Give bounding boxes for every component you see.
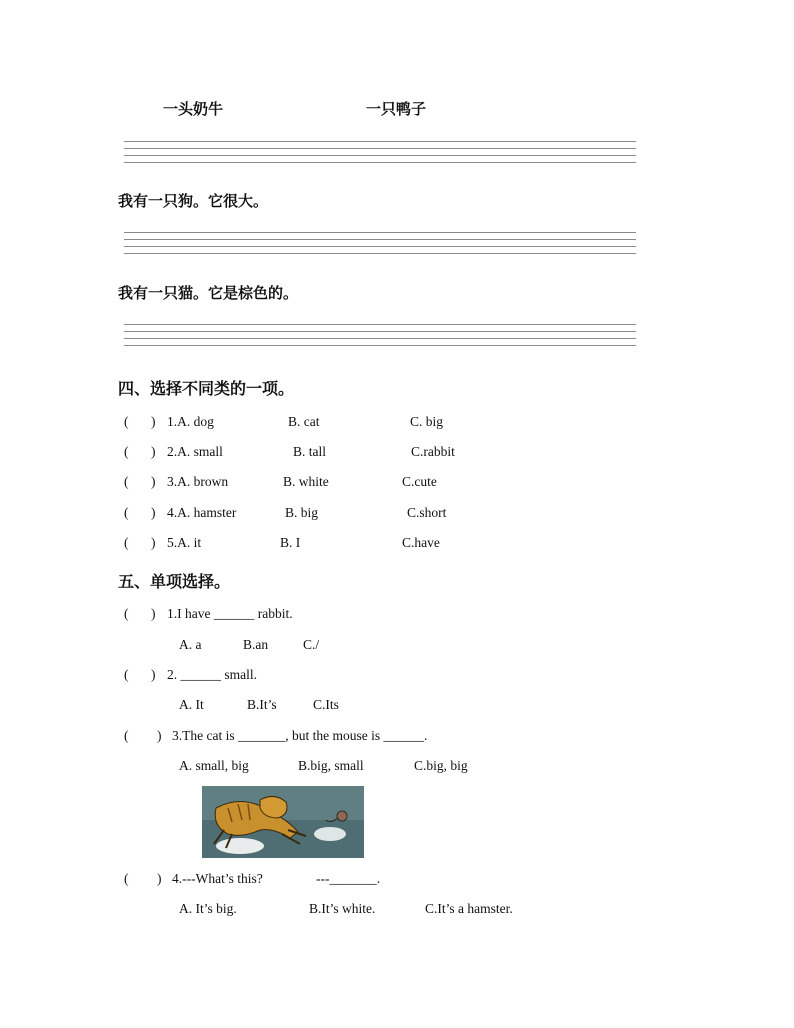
answer-paren-close: ): [157, 871, 162, 886]
answer-paren-close: ): [151, 667, 156, 682]
q4-option-b: B.It’s white.: [309, 901, 376, 916]
answer-paren-close: ): [151, 474, 156, 489]
answer-paren-open: (: [124, 535, 129, 550]
word-duck: 一只鸭子: [366, 100, 427, 118]
option-a: 1.A. dog: [167, 414, 214, 429]
dust-cloud-icon: [216, 838, 264, 854]
answer-paren-close: ): [151, 414, 156, 429]
sentence-dog: 我有一只狗。它很大。: [118, 192, 269, 210]
option-c: C.have: [402, 535, 440, 550]
mouse-icon: [337, 811, 347, 821]
answer-paren-open: (: [124, 728, 129, 743]
option-a: 2.A. small: [167, 444, 223, 459]
answer-paren-open: (: [124, 505, 129, 520]
answer-paren-open: (: [124, 414, 129, 429]
q2-option-b: B.It’s: [247, 697, 277, 712]
question-3-text: 3.The cat is _______, but the mouse is ______.: [172, 728, 428, 743]
q3-option-b: B.big, small: [298, 758, 364, 773]
answer-paren-open: (: [124, 606, 129, 621]
answer-paren-open: (: [124, 474, 129, 489]
q1-option-c: C./: [303, 637, 320, 652]
question-4-answer-blank: ---_______.: [316, 871, 381, 886]
option-a: 3.A. brown: [167, 474, 229, 489]
q3-option-a: A. small, big: [179, 758, 249, 773]
option-a: 5.A. it: [167, 535, 202, 550]
option-b: B. I: [280, 535, 301, 550]
question-2-text: 2. ______ small.: [167, 667, 257, 682]
answer-paren-close: ): [151, 535, 156, 550]
question-1-text: 1.I have ______ rabbit.: [167, 606, 293, 621]
option-b: B. cat: [288, 414, 320, 429]
dust-cloud-icon: [314, 827, 346, 841]
section5-title: 五、单项选择。: [118, 572, 231, 591]
option-c: C.short: [407, 505, 447, 520]
answer-paren-close: ): [151, 444, 156, 459]
q2-option-a: A. It: [179, 697, 204, 712]
answer-paren-close: ): [151, 606, 156, 621]
option-c: C.rabbit: [411, 444, 455, 459]
cat-chasing-mouse-image: [202, 786, 364, 858]
option-b: B. big: [285, 505, 319, 520]
option-c: C.cute: [402, 474, 437, 489]
answer-paren-open: (: [124, 444, 129, 459]
answer-paren-close: ): [157, 728, 162, 743]
option-b: B. tall: [293, 444, 326, 459]
q4-option-c: C.It’s a hamster.: [425, 901, 513, 916]
writing-lines-1: [124, 141, 636, 169]
answer-paren-open: (: [124, 667, 129, 682]
option-b: B. white: [283, 474, 329, 489]
option-a: 4.A. hamster: [167, 505, 237, 520]
q4-option-a: A. It’s big.: [179, 901, 237, 916]
question-4-text: 4.---What’s this?: [172, 871, 263, 886]
q1-option-a: A. a: [179, 637, 202, 652]
q3-option-c: C.big, big: [414, 758, 468, 773]
section4-title: 四、选择不同类的一项。: [118, 379, 295, 398]
answer-paren-close: ): [151, 505, 156, 520]
writing-lines-3: [124, 324, 636, 352]
word-cow: 一头奶牛: [163, 100, 224, 118]
sentence-cat: 我有一只猫。它是棕色的。: [118, 284, 299, 302]
option-c: C. big: [410, 414, 444, 429]
answer-paren-open: (: [124, 871, 129, 886]
q2-option-c: C.Its: [313, 697, 339, 712]
q1-option-b: B.an: [243, 637, 269, 652]
writing-lines-2: [124, 232, 636, 260]
